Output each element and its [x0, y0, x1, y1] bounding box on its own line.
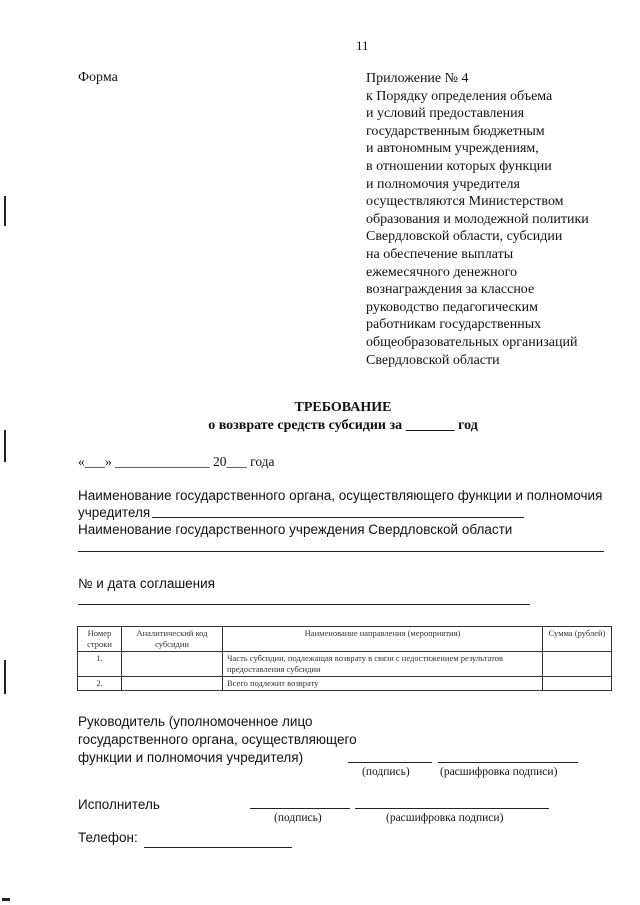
scan-mark [4, 196, 6, 226]
analytic-code-cell [122, 652, 223, 677]
refund-table [77, 626, 612, 691]
head-sign-line2: государственного органа, осуществляющего [78, 732, 357, 747]
agreement-fill-line [78, 604, 530, 605]
appendix-line: и условий предоставления [366, 106, 525, 122]
appendix-line: руководство педагогическим [366, 299, 538, 315]
founder-label-line2: учредителя [78, 505, 151, 520]
header-row-number: Номер строки [78, 627, 122, 652]
institution-fill-line [78, 551, 604, 552]
direction-name-cell: Всего подлежит возврату [223, 677, 543, 691]
document-title: ТРЕБОВАНИЕ [294, 400, 392, 415]
appendix-line: в отношении которых функции [366, 158, 552, 174]
founder-fill-line [152, 517, 524, 518]
executor-label: Исполнитель [78, 797, 160, 812]
date-line: «___» ______________ 20___ года [78, 454, 275, 469]
row-number-cell: 2. [78, 677, 122, 691]
head-sign-line3: функции и полномочия учредителя) [78, 750, 304, 765]
amount-cell [543, 652, 612, 677]
appendix-line: государственным бюджетным [366, 123, 545, 139]
executor-signature-caption: (подпись) [274, 812, 322, 824]
appendix-line: ежемесячного денежного [366, 264, 518, 280]
appendix-line: общеобразовательных организаций [366, 334, 578, 350]
scan-mark [4, 660, 6, 694]
appendix-line: к Порядку определения объема [366, 88, 553, 104]
appendix-line: Приложение № 4 [366, 71, 469, 86]
appendix-line: образования и молодежной политики [366, 211, 589, 227]
head-signature-line [348, 762, 432, 763]
row-number-cell: 1. [78, 652, 122, 677]
table-row [78, 652, 612, 677]
header-amount: Сумма (рублей) [543, 627, 612, 652]
executor-decoding-line [355, 808, 549, 809]
head-decoding-caption: (расшифровка подписи) [440, 766, 558, 778]
appendix-line: Свердловской области [366, 352, 500, 368]
amount-cell [543, 677, 612, 691]
analytic-code-cell [122, 677, 223, 691]
direction-name-cell: Часть субсидии, подлежащая возврату в связи с недостижением результатов предоставления субсидии [223, 652, 543, 677]
appendix-line: работникам государственных [366, 317, 542, 333]
page-number: 11 [356, 38, 369, 53]
table-header-row [78, 627, 612, 652]
phone-label: Телефон: [78, 830, 138, 845]
head-signature-caption: (подпись) [362, 766, 410, 778]
appendix-block [366, 70, 589, 369]
executor-decoding-caption: (расшифровка подписи) [386, 812, 504, 824]
founder-label-line1: Наименование государственного органа, осуществляющего функции и полномочия [78, 488, 603, 503]
phone-fill-line [144, 847, 292, 848]
header-analytic-code: Аналитический код субсидии [122, 627, 223, 652]
document-subtitle: о возврате средств субсидии за _______ год [208, 418, 478, 433]
table-row [78, 677, 612, 691]
executor-signature-line [250, 808, 350, 809]
appendix-line: вознаграждения за классное [366, 282, 535, 298]
form-label: Форма [78, 70, 118, 85]
head-sign-line1: Руководитель (уполномоченное лицо [78, 714, 313, 729]
scan-mark [2, 898, 10, 901]
appendix-line: осуществляются Министерством [366, 194, 564, 210]
scan-mark [4, 430, 6, 462]
header-direction-name: Наименование направления (мероприятия) [223, 627, 543, 652]
appendix-line: и автономным учреждениям, [366, 141, 539, 157]
appendix-line: и полномочия учредителя [366, 176, 520, 192]
agreement-label: № и дата соглашения [78, 576, 215, 591]
appendix-line: Свердловской области, субсидии [366, 229, 563, 245]
appendix-line: на обеспечение выплаты [366, 246, 514, 262]
head-decoding-line [438, 762, 578, 763]
institution-label: Наименование государственного учреждения Свердловской области [78, 522, 513, 537]
